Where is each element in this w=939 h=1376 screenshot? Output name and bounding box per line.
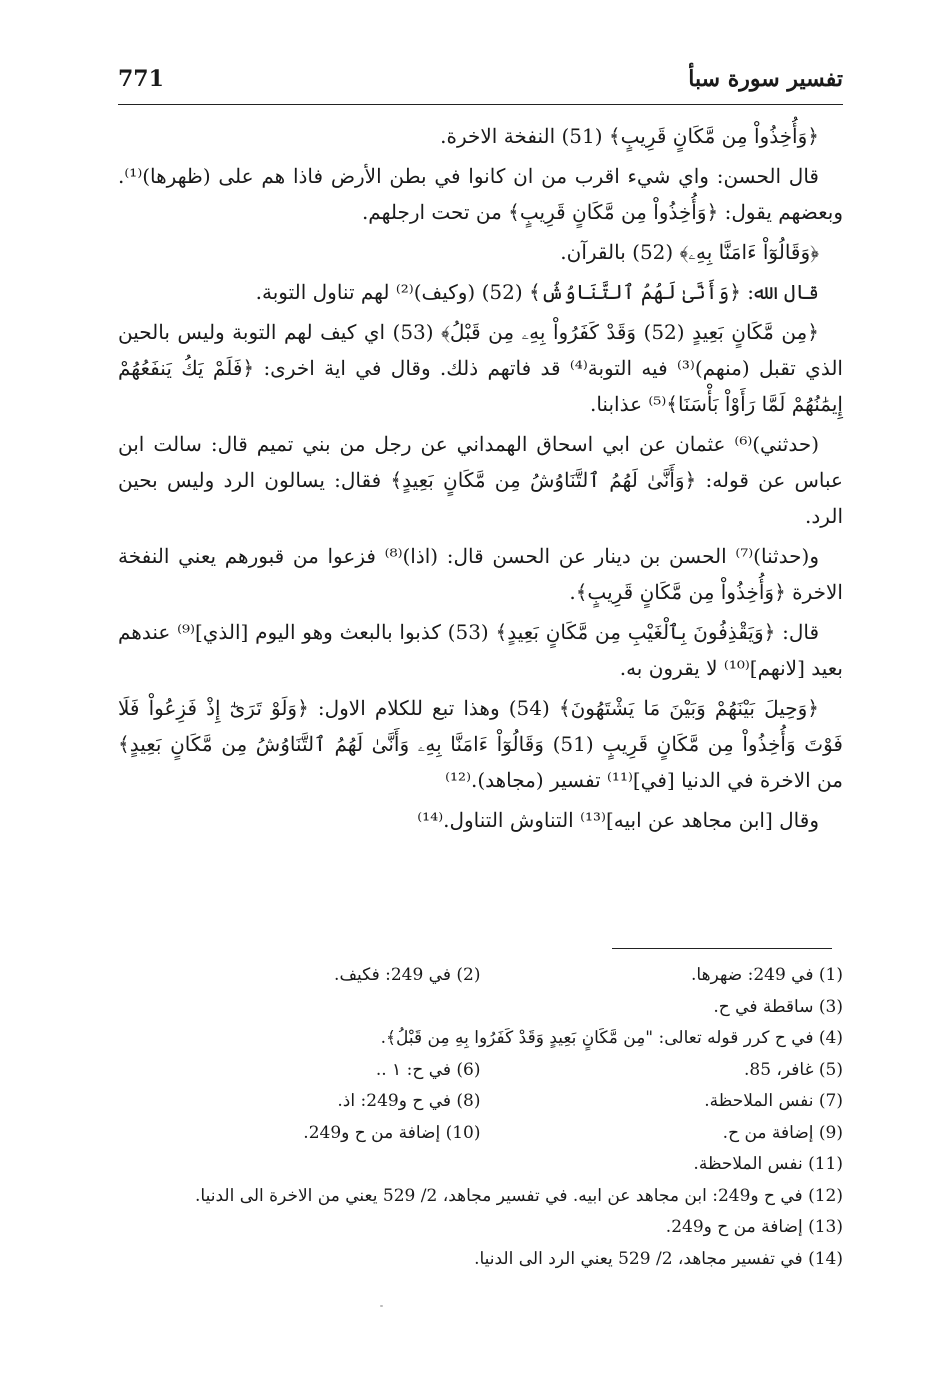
footnote-row xyxy=(118,960,843,992)
paragraph: (حدثني)⁽⁶⁾ عثمان عن ابي اسحاق الهمداني عن رجل من بني تميم قال: سالت ابن عباس عن قوله: ﴿وَأَنَّىٰ لَهُمُ ٱلتَّنَاوُشُ مِن مَّكَانٍ بَعِيدٍ﴾ فقال: يسالون الرد وليس بحين الرد. xyxy=(118,432,843,528)
paragraph: ﴿وَأُخِذُواْ مِن مَّكَانٍ قَرِيبٍ﴾ (51) النفخة الاخرة. xyxy=(440,124,819,148)
paragraph: وقال [ابن مجاهد عن ابيه]⁽¹³⁾ التناوش التناول.⁽¹⁴⁾ xyxy=(417,808,819,832)
footnote: (12) في ح و249: ابن مجاهد عن ابيه. في تفسير مجاهد، 2/ 529 يعني من الاخرة الى الدنيا. xyxy=(195,1185,843,1206)
paragraph: قال الله: ﴿وَأَنَّىٰ لَهُمُ ٱلتَّنَاوُشُ﴾ (52) (وكيف)⁽²⁾ لهم تناول التوبة. xyxy=(255,280,819,304)
paragraph: ﴿وَحِيلَ بَيْنَهُمْ وَبَيْنَ مَا يَشْتَهُونَ﴾ (54) وهذا تبع للكلام الاول: ﴿وَلَوْ تَرَىٰٓ إِذْ فَزِعُواْ فَلَا فَوْتَ وَأُخِذُواْ مِن مَّكَانٍ قَرِيبٍ (51) وَقَالُوٓاْ ءَامَنَّا بِهِۦ وَأَنَّىٰ لَهُمُ ٱلتَّنَاوُشُ مِن مَّكَانٍ بَعِيدٍ﴾ من الاخرة في الدنيا [في]⁽¹¹⁾ تفسير (مجاهد).⁽¹²⁾ xyxy=(118,696,843,792)
scan-speck xyxy=(380,1305,383,1307)
footnote-separator xyxy=(612,948,832,949)
footnotes xyxy=(118,960,843,1275)
footnote: (13) إضافة من ح و249. xyxy=(665,1217,843,1237)
footnote-row xyxy=(118,1023,843,1055)
paragraph: ﴿مِن مَّكَانٍ بَعِيدٍ (52) وَقَدْ كَفَرُواْ بِهِۦ مِن قَبْلُ﴾ (53) اي كيف لهم التوبة وليس بالحين الذي تقبل (منهم)⁽³⁾ فيه التوبة⁽⁴⁾ قد فاتهم ذلك. وقال في اية اخرى: ﴿فَلَمْ يَكُ يَنفَعُهُمْ إِيمَٰنُهُمْ لَمَّا رَأَوْاْ بَأْسَنَا﴾⁽⁵⁾ عذابنا. xyxy=(118,320,843,416)
paragraph: قال الحسن: واي شيء اقرب من ان كانوا في بطن الأرض فاذا هم على (ظهرها)⁽¹⁾. وبعضهم يقول: ﴿وَأُخِذُواْ مِن مَّكَانٍ قَرِيبٍ﴾ من تحت ارجلهم. xyxy=(118,164,843,224)
footnote-row xyxy=(118,992,843,1024)
paragraph: و(حدثنا)⁽⁷⁾ الحسن بن دينار عن الحسن قال: (اذا)⁽⁸⁾ فزعوا من قبورهم يعني النفخة الاخرة ﴿وَأُخِذُواْ مِن مَّكَانٍ قَرِيبٍ﴾. xyxy=(118,544,843,604)
page-header xyxy=(118,60,843,100)
footnote: (10) إضافة من ح و249. xyxy=(303,1122,481,1143)
footnote: (1) في 249: ضهرها. xyxy=(690,965,843,985)
footnote: (11) نفس الملاحظة. xyxy=(693,1154,843,1174)
footnote: (3) ساقطة في ح. xyxy=(713,996,843,1017)
footnote-row xyxy=(118,1181,843,1213)
main-text xyxy=(118,118,843,842)
footnote-row xyxy=(118,1086,843,1118)
footnote: (6) في ح: ١ .. xyxy=(375,1059,481,1080)
footnote: (8) في ح و249: اذ. xyxy=(337,1091,481,1111)
footnote: (9) إضافة من ح. xyxy=(722,1122,843,1143)
page-number: 771 xyxy=(118,66,164,92)
footnote-row xyxy=(118,1118,843,1150)
footnote: (7) نفس الملاحظة. xyxy=(704,1091,843,1111)
header-rule xyxy=(118,104,843,105)
footnote: (2) في 249: فكيف. xyxy=(334,965,481,985)
running-title: تفسير سورة سبأ xyxy=(688,66,843,92)
footnote: (5) غافر، 85. xyxy=(743,1059,843,1080)
footnote-row xyxy=(118,1244,843,1276)
footnote: (4) في ح كرر قوله تعالى: "مِن مَّكَانٍ بَعِيدٍ وَقَدْ كَفَرُوا بِهِ مِن قَبْلُ﴾. xyxy=(380,1028,843,1048)
footnote-row xyxy=(118,1212,843,1244)
paragraph: قال: ﴿وَيَقْذِفُونَ بِٱلْغَيْبِ مِن مَّكَانٍ بَعِيدٍ﴾ (53) كذبوا بالبعث وهو اليوم [الذي]⁽⁹⁾ عندهم بعيد [لانهم]⁽¹⁰⁾ لا يقرون به. xyxy=(118,620,843,680)
footnote-row xyxy=(118,1149,843,1181)
footnote: (14) في تفسير مجاهد، 2/ 529 يعني الرد الى الدنيا. xyxy=(474,1248,843,1269)
footnote-row xyxy=(118,1055,843,1087)
paragraph: ﴿وَقَالُوٓاْ ءَامَنَّا بِهِۦ﴾ (52) بالقرآن. xyxy=(560,240,819,264)
